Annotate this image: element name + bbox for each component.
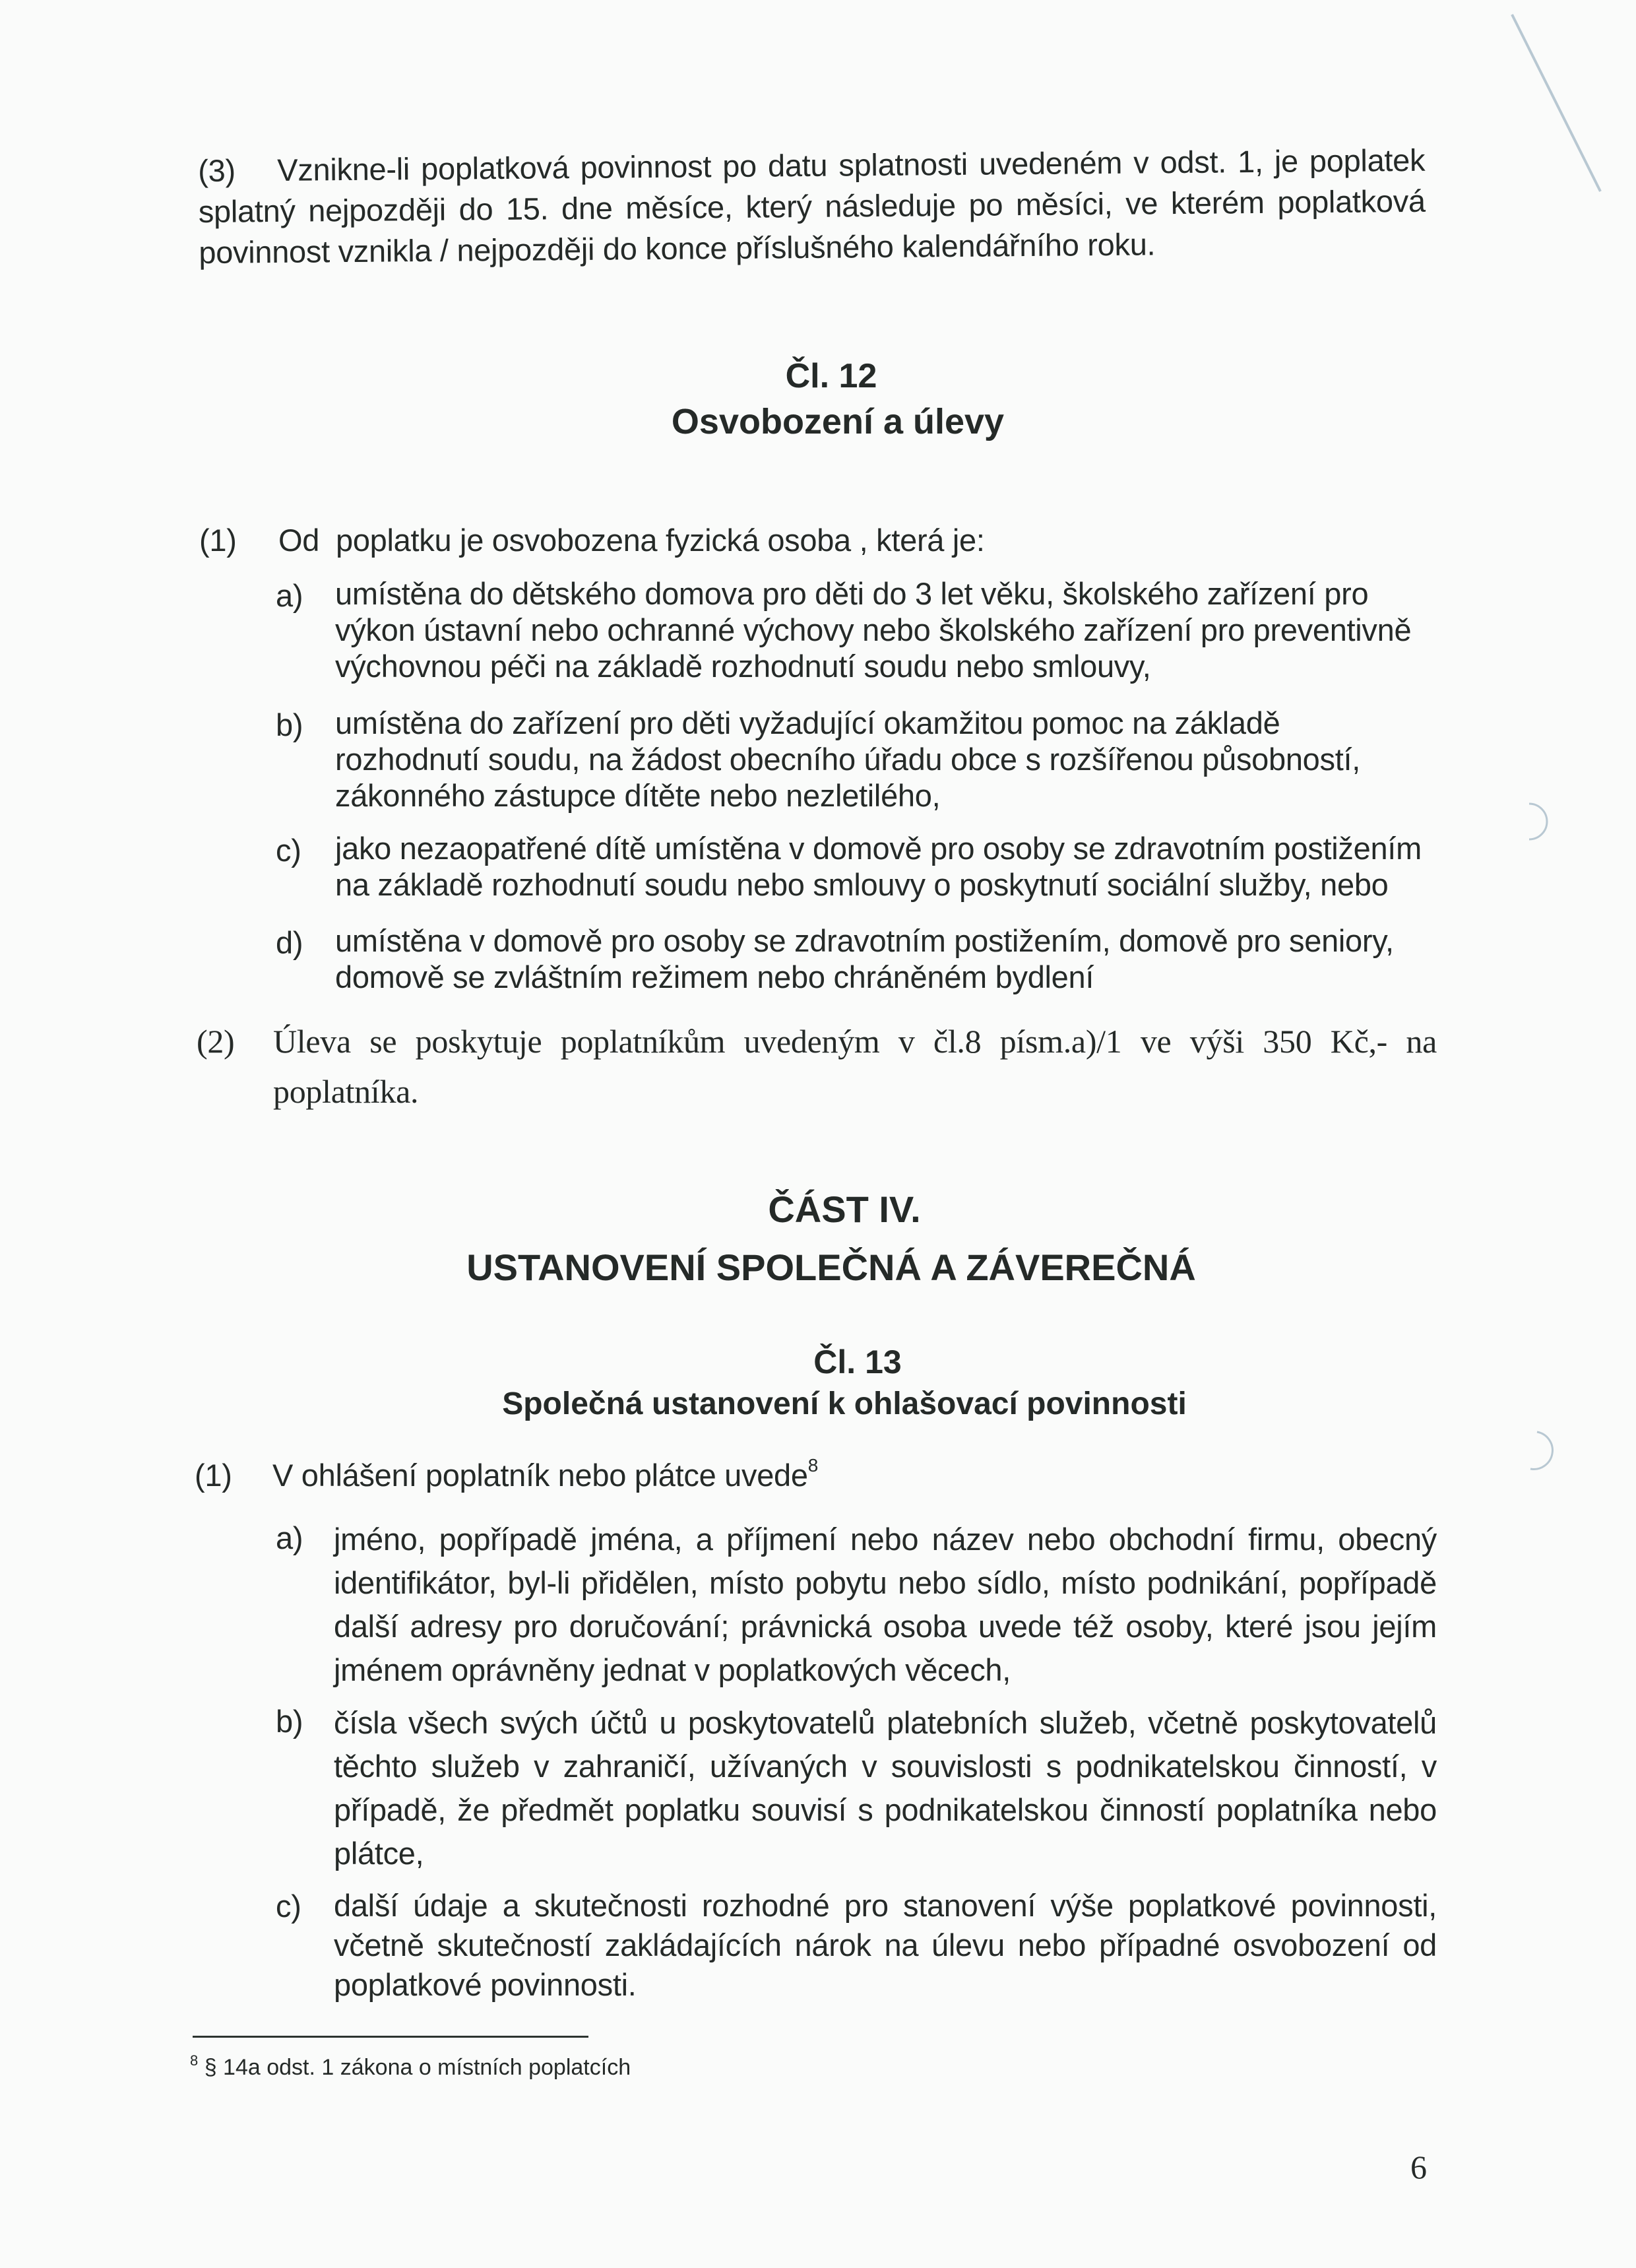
list-item-text: umístěna v domově pro osoby se zdravotním postižením, domově pro seniory, domově se zvláštním režimem nebo chráněném bydlení (335, 923, 1394, 994)
article-12-title: Osvobození a úlevy (671, 402, 1005, 441)
part-4-number: ČÁST IV. (768, 1188, 921, 1230)
part-4-title: USTANOVENÍ SPOLEČNÁ A ZÁVEREČNÁ (466, 1247, 1196, 1288)
list-item-label: b) (276, 1704, 303, 1739)
list-item-label: b) (276, 707, 303, 742)
list-item (276, 705, 1424, 814)
list-item-label: a) (276, 578, 303, 613)
list-item-label: d) (276, 925, 303, 960)
paragraph-text-body: Vznikne-li poplatková povinnost po datu splatnosti uvedeném v odst. 1, je poplatek splatný nejpozději do 15. dne měsíce, který následuje po měsíci, ve kterém poplatková povinnost vznikla / nejpozději do konce příslušného kalendářního roku. (198, 142, 1426, 270)
punch-hole-mark-lower (1530, 1432, 1552, 1469)
list-item-label: c) (276, 1889, 301, 1924)
list-item-text: jako nezaopatřené dítě umístěna v domově pro osoby se zdravotním postižením na základě rozhodnutí soudu nebo smlouvy o poskytnutí sociální služby, nebo (335, 831, 1422, 902)
paragraph-number: (1) (195, 1458, 232, 1493)
paragraph-lead-wrap (272, 1455, 818, 1496)
paragraph-number: (1) (199, 523, 237, 558)
list-item-text: další údaje a skutečnosti rozhodné pro stanovení výše poplatkové povinnosti, včetně skutečností zakládajících nárok na úlevu nebo případné osvobození od poplatkové povinnosti. (334, 1888, 1437, 2002)
paragraph-lead-od: Od (278, 523, 320, 558)
punch-hole-mark-upper (1529, 804, 1547, 839)
paper-corner-fold-line (1512, 15, 1600, 191)
footnote-divider (193, 2036, 588, 2038)
article-13-number: Čl. 13 (813, 1344, 902, 1380)
list-item-label: a) (276, 1520, 303, 1555)
article-13-title: Společná ustanovení k ohlašovací povinnosti (502, 1386, 1187, 1421)
list-item (276, 575, 1424, 684)
list-item-text: umístěna do dětského domova pro děti do 3 let věku, školského zařízení pro výkon ústavní nebo ochranné výchovy nebo školského zařízení pro preventivně výchovnou péči na základě rozhodnutí soudu nebo smlouvy, (335, 576, 1412, 684)
footnote-mark: 8 (190, 2052, 199, 2069)
footnote-text: § 14a odst. 1 zákona o místních poplatcích (204, 2055, 631, 2080)
art12-paragraph-2 (197, 1016, 1437, 1117)
list-item-text: jméno, popřípadě jména, a příjmení nebo název nebo obchodní firmu, obecný identifikátor, byl-li přidělen, místo pobytu nebo sídlo, místo podnikání, popřípadě další adresy pro doručování; právnická osoba uvede též osoby, které jsou jejím jménem oprávněny jednat v poplatkových věcech, (334, 1522, 1437, 1687)
list-item-label: c) (276, 833, 301, 868)
paragraph-text (198, 140, 1426, 273)
footnote-reference[interactable]: 8 (807, 1455, 819, 1475)
list-item (276, 1518, 1437, 1692)
paragraph-number: (3) (198, 152, 236, 188)
page-number: 6 (1410, 2149, 1427, 2186)
list-item (276, 923, 1424, 995)
paragraph-text: Úleva se poskytuje poplatníkům uvedeným v čl.8 písm.a)/1 ve výši 350 Kč,- na poplatníka. (273, 1023, 1437, 1110)
paragraph-lead: poplatku je osvobozena fyzická osoba , která je: (336, 523, 985, 558)
art11-paragraph-3 (198, 140, 1426, 273)
list-item-text: čísla všech svých účtů u poskytovatelů platebních služeb, včetně poskytovatelů těchto služeb v zahraničí, užívaných v souvislosti s podnikatelskou činností, v případě, že předmět poplatku souvisí s podnikatelskou činností poplatníka nebo plátce, (334, 1705, 1437, 1871)
list-item-text: umístěna do zařízení pro děti vyžadující okamžitou pomoc na základě rozhodnutí soudu, na žádost obecního úřadu obce s rozšířenou působností, zákonného zástupce dítěte nebo nezletilého, (335, 705, 1360, 813)
list-item (276, 830, 1424, 903)
paragraph-lead: V ohlášení poplatník nebo plátce uvede (272, 1458, 808, 1493)
article-12-number: Čl. 12 (785, 357, 877, 395)
list-item (276, 1886, 1437, 2005)
footnote (190, 2054, 631, 2081)
list-item (276, 1701, 1437, 1875)
paragraph-number: (2) (197, 1023, 235, 1060)
